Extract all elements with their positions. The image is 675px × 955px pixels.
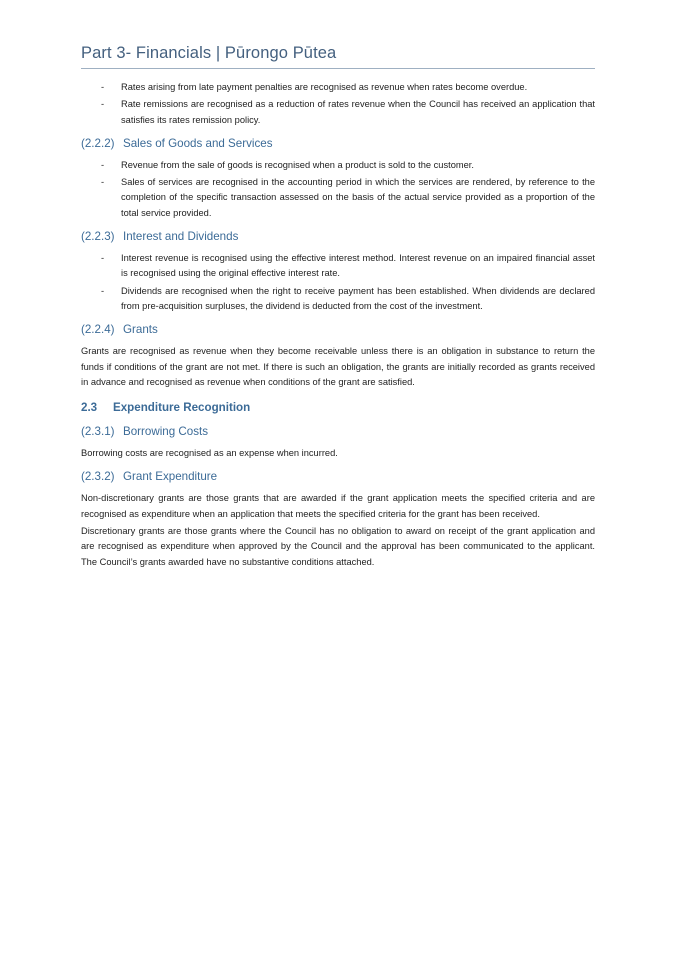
list-item: - Rates arising from late payment penalties are recognised as revenue when rates become overdue. bbox=[81, 80, 595, 95]
list-item: - Dividends are recognised when the right to receive payment has been established. When dividends are declared from pre-acquisition surpluses, the dividend is deducted from the cost of the investment. bbox=[101, 285, 595, 311]
sales-bullet-list bbox=[81, 158, 595, 221]
heading-expenditure-recognition: 2.3 Expenditure Recognition bbox=[81, 401, 251, 415]
page-header-title: Part 3- Financials | Pūrongo Pūtea bbox=[81, 44, 337, 62]
list-item: - Rate remissions are recognised as a reduction of rates revenue when the Council has received an application that satisfies its rates remission policy. bbox=[101, 99, 595, 125]
bullet-dash: - bbox=[101, 159, 105, 170]
grant-expenditure-paragraph-1: Non-discretionary grants are those grants that are awarded if the grant application meets the specified criteria and are recognised as expenditure when an application that meets the specified criteria for the grant has been received. bbox=[81, 493, 595, 519]
heading-interest-dividends: (2.2.3) Interest and Dividends bbox=[81, 230, 239, 244]
list-item: - Revenue from the sale of goods is recognised when a product is sold to the customer. bbox=[81, 158, 595, 173]
page-content bbox=[81, 80, 595, 572]
bullet-dash: - bbox=[101, 99, 105, 110]
list-item: - Interest revenue is recognised using the effective interest method. Interest revenue on an impaired financial asset is recognised using the original effective interest rate. bbox=[101, 253, 595, 279]
interest-bullet-list bbox=[81, 251, 595, 314]
heading-grants: (2.2.4) Grants bbox=[81, 323, 158, 337]
bullet-dash: - bbox=[101, 177, 105, 188]
grant-expenditure-paragraph-2: Discretionary grants are those grants where the Council has no obligation to award on receipt of the grant application and are recognised as expenditure when approved by the Council and the approval has been communicated to the applicant. The Council’s grants awarded have no substantive conditions attached. bbox=[81, 526, 595, 567]
bullet-dash: - bbox=[101, 285, 105, 296]
grants-paragraph: Grants are recognised as revenue when they become receivable unless there is an obligation in substance to return the funds if conditions of the grant are not met. If there is such an obligation, the grants are initially recorded as grants received in advance and recognised as revenue when conditions of the grant are satisfied. bbox=[81, 346, 595, 387]
heading-borrowing-costs: (2.3.1) Borrowing Costs bbox=[81, 425, 209, 439]
list-item: - Sales of services are recognised in the accounting period in which the services are rendered, by reference to the completion of the specific transaction assessed on the basis of the actual service provided as a proportion of the total service provided. bbox=[101, 177, 595, 218]
intro-bullet-list bbox=[81, 80, 595, 128]
borrowing-costs-paragraph: Borrowing costs are recognised as an expense when incurred. bbox=[81, 448, 338, 459]
header-divider bbox=[81, 68, 595, 69]
heading-sales-of-goods: (2.2.2) Sales of Goods and Services bbox=[81, 136, 273, 150]
bullet-dash: - bbox=[101, 82, 105, 92]
bullet-dash: - bbox=[101, 253, 105, 264]
heading-grant-expenditure: (2.3.2) Grant Expenditure bbox=[81, 470, 218, 484]
